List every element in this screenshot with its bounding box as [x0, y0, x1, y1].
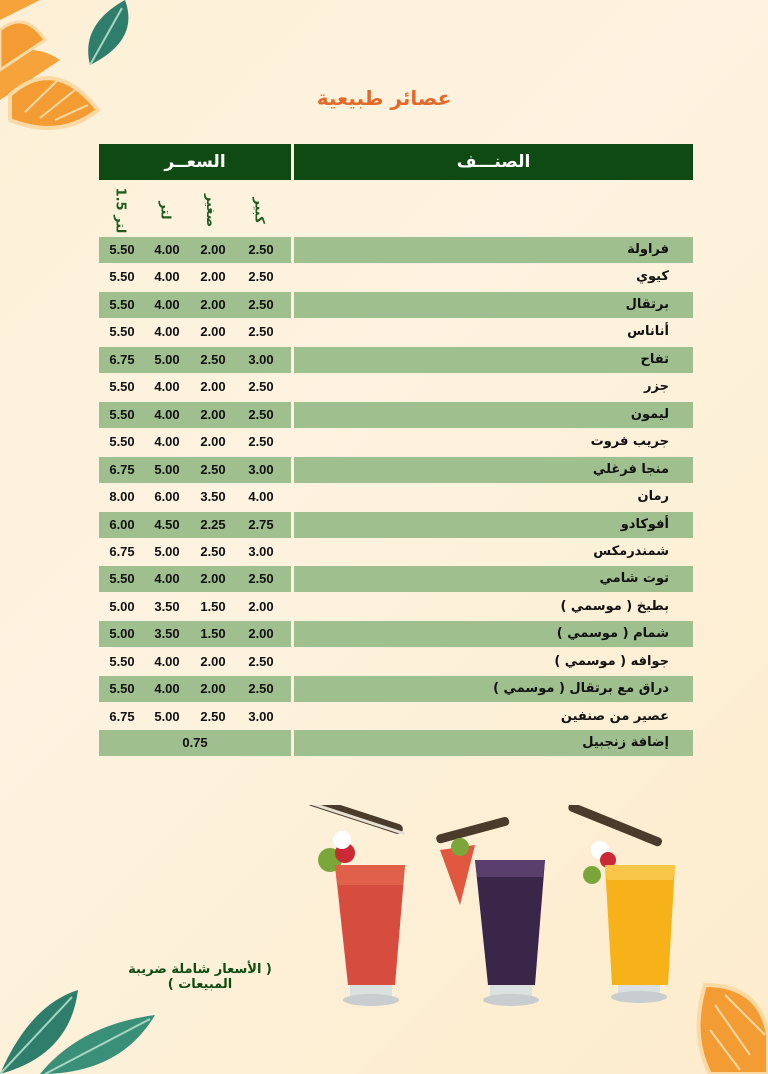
- table-row-price-small: 2.50: [200, 352, 226, 367]
- table-row-price-liter15: 5.00: [109, 626, 135, 641]
- table-row-price-liter: 4.00: [154, 434, 180, 449]
- purple-juice-glass: [430, 815, 555, 1010]
- table-row-name: توت شامي: [599, 571, 669, 586]
- table-row-price-liter: 3.50: [154, 626, 180, 641]
- table-row-price-large: 2.50: [248, 379, 274, 394]
- table-row-price-large: 2.00: [248, 599, 274, 614]
- table-row-price-small: 2.00: [200, 324, 226, 339]
- table-row-name: جريب فروت: [590, 434, 669, 449]
- size-large-label: كبير: [251, 196, 267, 224]
- table-row-price-liter: 6.00: [154, 489, 180, 504]
- table-row-price-liter15: 5.50: [109, 654, 135, 669]
- table-row-name: جوافه ( موسمي ): [554, 654, 669, 669]
- table-row-name: أفوكادو: [620, 517, 669, 532]
- table-row-name: شمام ( موسمي ): [556, 626, 669, 641]
- table-row-price-large: 2.50: [248, 434, 274, 449]
- table-row-name: بطيخ ( موسمي ): [560, 599, 669, 614]
- table-row-price-large: 2.50: [248, 407, 274, 422]
- table-row-price-liter: 4.00: [154, 571, 180, 586]
- table-row-price-liter: 4.50: [154, 517, 180, 532]
- table-row-price-liter: 3.50: [154, 599, 180, 614]
- table-row-price-liter: 4.00: [154, 407, 180, 422]
- table-row-name: أناناس: [627, 324, 669, 339]
- table-row-price-small: 2.00: [200, 654, 226, 669]
- table-row-price-liter15: 6.75: [109, 709, 135, 724]
- table-row-price-small: 2.00: [200, 242, 226, 257]
- tax-note: ( الأسعار شاملة ضريبة المبيعات ): [128, 962, 272, 992]
- ginger-price: 0.75: [182, 735, 208, 750]
- table-row-price-large: 2.50: [248, 571, 274, 586]
- table-row-price-small: 2.25: [200, 517, 226, 532]
- table-row-price-small: 2.00: [200, 269, 226, 284]
- header-item: الصنـــف: [294, 144, 693, 180]
- table-row-price-liter15: 5.50: [109, 407, 135, 422]
- table-row-price-large: 2.50: [248, 324, 274, 339]
- table-row-name: ليمون: [630, 407, 669, 422]
- table-row-price-small: 1.50: [200, 626, 226, 641]
- table-row-price-liter15: 5.50: [109, 324, 135, 339]
- table-row-price-small: 2.00: [200, 571, 226, 586]
- table-row-price-liter15: 5.50: [109, 269, 135, 284]
- table-row-price-large: 2.50: [248, 297, 274, 312]
- table-row-price-liter: 4.00: [154, 324, 180, 339]
- page-title: عصائر طبيعية: [316, 86, 452, 110]
- table-row-name: فراولة: [627, 242, 669, 257]
- table-row-price-large: 2.50: [248, 242, 274, 257]
- table-row-price-small: 2.00: [200, 681, 226, 696]
- table-row-name: تفاح: [640, 352, 669, 367]
- table-row-price-large: 3.00: [248, 462, 274, 477]
- table-row-price-liter15: 5.50: [109, 242, 135, 257]
- table-row-price-liter15: 5.50: [109, 434, 135, 449]
- table-row-price-large: 3.00: [248, 352, 274, 367]
- table-row-price-large: 3.00: [248, 544, 274, 559]
- table-row-price-large: 2.50: [248, 681, 274, 696]
- table-row-name: رمان: [637, 489, 669, 504]
- table-row-name: جزر: [644, 379, 669, 394]
- table-row-price-large: 3.00: [248, 709, 274, 724]
- table-row-price-liter: 5.00: [154, 544, 180, 559]
- ginger-name: إضافة زنجبيل: [582, 735, 669, 750]
- table-row-price-liter: 5.00: [154, 352, 180, 367]
- leaf-icon-bottom-left: [0, 985, 160, 1074]
- table-row-price-liter: 4.00: [154, 269, 180, 284]
- table-row-price-small: 3.50: [200, 489, 226, 504]
- table-row-price-small: 1.50: [200, 599, 226, 614]
- table-row-price-small: 2.50: [200, 462, 226, 477]
- table-row-name: كيوي: [636, 269, 669, 284]
- table-row-price-liter: 5.00: [154, 709, 180, 724]
- table-row-name: منجا فرغلي: [592, 462, 669, 477]
- size-small-label: صغير: [203, 193, 219, 227]
- table-row-price-small: 2.00: [200, 407, 226, 422]
- table-row-price-large: 2.50: [248, 269, 274, 284]
- orange-slice-bottom-right: [690, 975, 768, 1074]
- table-row-price-large: 4.00: [248, 489, 274, 504]
- table-row-price-liter15: 8.00: [109, 489, 135, 504]
- table-row-price-liter: 4.00: [154, 681, 180, 696]
- table-row-price-liter: 5.00: [154, 462, 180, 477]
- table-row-name: عصير من صنفين: [560, 709, 669, 724]
- table-row-name: دراق مع برتقال ( موسمي ): [493, 681, 669, 696]
- table-row-price-liter: 4.00: [154, 379, 180, 394]
- table-row-name: برتقال: [625, 297, 669, 312]
- table-row-price-small: 2.50: [200, 709, 226, 724]
- table-row-price-small: 2.00: [200, 379, 226, 394]
- table-row-price-large: 2.00: [248, 626, 274, 641]
- table-row-price-liter15: 6.00: [109, 517, 135, 532]
- table-row-price-liter: 4.00: [154, 242, 180, 257]
- table-row-price-liter15: 5.50: [109, 297, 135, 312]
- size-liter15-label: 1.5 لتر: [112, 187, 128, 233]
- table-row-price-large: 2.50: [248, 654, 274, 669]
- leaf-icon-top: [80, 0, 140, 70]
- table-row-price-liter15: 5.50: [109, 681, 135, 696]
- header-price: السعــر: [99, 144, 291, 180]
- table-row-price-liter: 4.00: [154, 297, 180, 312]
- table-row-price-small: 2.00: [200, 434, 226, 449]
- table-row-price-liter15: 6.75: [109, 544, 135, 559]
- size-liter-label: لتر: [157, 200, 173, 220]
- table-row-price-liter15: 5.00: [109, 599, 135, 614]
- table-row-price-liter15: 5.50: [109, 571, 135, 586]
- orange-juice-glass: [560, 805, 680, 1005]
- red-juice-glass: [300, 805, 420, 1010]
- table-row-price-liter15: 6.75: [109, 462, 135, 477]
- table-row-price-liter: 4.00: [154, 654, 180, 669]
- table-row-price-liter15: 5.50: [109, 379, 135, 394]
- table-row-price-small: 2.00: [200, 297, 226, 312]
- table-row-price-small: 2.50: [200, 544, 226, 559]
- table-row-price-large: 2.75: [248, 517, 274, 532]
- table-row-price-liter15: 6.75: [109, 352, 135, 367]
- table-row-name: شمندرمكس: [593, 544, 669, 559]
